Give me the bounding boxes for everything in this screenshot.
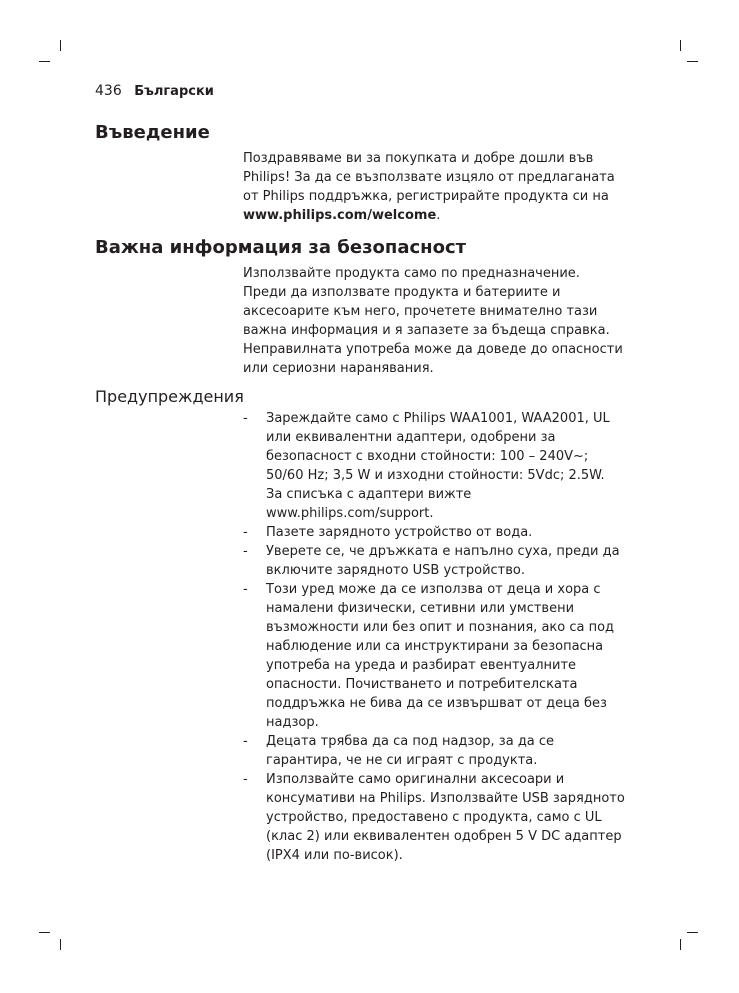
list-item xyxy=(243,732,645,770)
intro-text: Поздравяваме ви за покупката и добре дошли във Philips! За да се възползвате изцяло от предлаганата от Philips поддръжка, регистрирайте продукта си на xyxy=(243,151,615,204)
crop-mark-top-left-v xyxy=(60,40,61,51)
list-item-text: Децата трябва да са под надзор, за да се гарантира, че не си играят с продукта. xyxy=(266,734,555,768)
intro-period: . xyxy=(436,208,441,223)
list-item xyxy=(243,542,645,580)
crop-mark-bottom-right-h xyxy=(687,932,698,933)
safety-paragraph: Използвайте продукта само по предназначение. Преди да използвате продукта и батериите и аксесоарите към него, прочетете внимателно тази важна информация и я запазете за бъдеща справка. Неправилната употреба може да доведе до опасности или сериозни наранявания. xyxy=(243,266,623,376)
language-label: Български xyxy=(134,84,214,99)
bullet-dash: - xyxy=(243,411,248,426)
bullet-dash: - xyxy=(243,582,248,597)
crop-mark-top-left-h xyxy=(39,61,50,62)
intro-paragraph xyxy=(243,149,645,225)
list-item-text: Зареждайте само с Philips WAA1001, WAA2001, UL или еквивалентни адаптери, одобрени за безопасност с входни стойности: 100 – 240V~; 50/60 Hz; 3,5 W и изходни стойности: 5Vdc; 2.5W. За списъка с адаптери вижте www.philips.com/support. xyxy=(266,411,610,521)
list-item-text: Използвайте само оригинални аксесоари и консумативи на Philips. Използвайте USB зарядното устройство, предоставено с продукта, само с UL (клас 2) или еквивалентен одобрен 5 V DC адаптер (IPX4 или по-висок). xyxy=(266,772,625,863)
bullet-dash: - xyxy=(243,772,248,787)
crop-mark-top-right-h xyxy=(687,61,698,62)
list-item-text: Този уред може да се използва от деца и хора с намалени физически, сетивни или умствени възможности или без опит и познания, ако са под наблюдение или са инструктирани за безопасна употреба на уреда и разбират евентуалните опасности. Почистването и потребителската поддръжка не бива да се извършват от деца без надзор. xyxy=(266,582,615,730)
list-item xyxy=(243,409,645,523)
safety-heading: Важна информация за безопасност xyxy=(95,237,467,258)
list-item-text: Пазете зарядното устройство от вода. xyxy=(266,525,533,540)
crop-mark-bottom-left-h xyxy=(39,932,50,933)
list-item xyxy=(243,770,645,865)
list-item xyxy=(243,580,645,732)
page-number: 436 xyxy=(95,83,122,99)
crop-mark-bottom-left-v xyxy=(60,939,61,950)
intro-heading: Въведение xyxy=(95,122,210,143)
page-header xyxy=(95,82,214,101)
list-item-text: Уверете се, че дръжката е напълно суха, преди да включите зарядното USB устройство. xyxy=(266,544,620,578)
bullet-dash: - xyxy=(243,544,248,559)
bullet-dash: - xyxy=(243,734,248,749)
list-item xyxy=(243,523,645,542)
bullet-dash: - xyxy=(243,525,248,540)
warnings-list xyxy=(243,409,645,865)
warnings-heading: Предупреждения xyxy=(95,387,244,406)
welcome-link[interactable]: www.philips.com/welcome xyxy=(243,208,437,223)
crop-mark-top-right-v xyxy=(680,40,681,51)
crop-mark-bottom-right-v xyxy=(680,939,681,950)
